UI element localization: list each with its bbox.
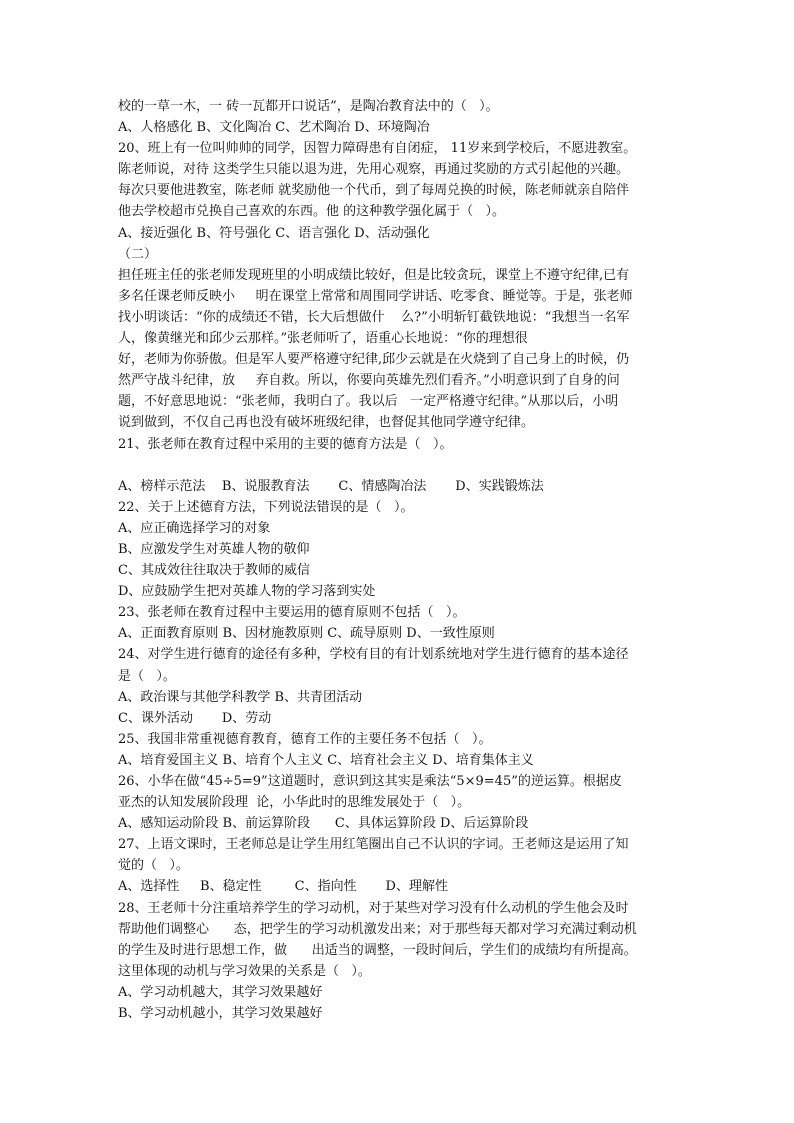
text-line: 帮助他们调整心 态，把学生的学习动机激发出来；对于那些每天都对学习充满过剩动机 [118,921,637,937]
text-line: 每次只要他进教室，陈老师 就奖励他一个代币，到了每周兑换的时候，陈老师就亲自陪伴 [118,183,630,199]
document-page [118,96,678,1024]
text-line: 然严守战斗纪律，放 弃自救。所以，你要向英雄先烈们看齐。”小明意识到了自身的问 [118,373,620,389]
text-line: A、感知运动阶段 B、前运算阶段 C、具体运算阶段 D、后运算阶段 [118,816,529,832]
text-line: C、课外活动 D、劳动 [118,710,272,726]
text-line: 说到做到，不仅自己再也没有破坏班级纪律，也督促其他同学遵守纪律。 [118,415,535,431]
text-line: A、政治课与其他学科教学 B、共青团活动 [118,689,363,705]
text-line: 26、小华在做“45÷5=9”这道题时，意识到这其实是乘法“5×9=45”的逆运算。根据皮 [118,774,622,789]
text-line: 他去学校超市兑换自己喜欢的东西。他 的这种教学强化属于（ ）。 [118,204,506,220]
text-line: 觉的（ ）。 [118,858,189,874]
text-line: 这里体现的动机与学习效果的关系是（ ）。 [118,963,371,979]
text-line: A、选择性 B、稳定性 C、指向性 D、理解性 [118,879,448,895]
text-line: C、其成效往往取决于教师的威信 [118,563,310,579]
text-line: 校的一草一木，一 砖一瓦都开口说话”，是陶冶教育法中的（ ）。 [118,99,499,114]
section-heading: （二） [118,246,158,262]
text-line: 题，不好意思地说：“张老师，我明白了。我以后 一定严格遵守纪律。”从那以后，小明 [118,394,619,410]
text-line: 24、对学生进行德育的途径有多种，学校有目的有计划系统地对学生进行德育的基本途径 [118,647,629,663]
text-line: 的学生及时进行思想工作，做 出适当的调整，一段时间后，学生们的成绩均有所提高。 [118,942,637,958]
text-line: A、正面教育原则 B、因材施教原则 C、疏导原则 D、一致性原则 [118,626,495,642]
text-line: 25、我国非常重视德育教育，德育工作的主要任务不包括（ ）。 [118,731,492,747]
text-line: 22、关于上述德育方法，下列说法错误的是（ ）。 [118,499,414,515]
text-line: A、人格感化 B、文化陶冶 C、艺术陶冶 D、环境陶冶 [118,120,430,136]
text-line: A、学习动机越大，其学习效果越好 [118,984,323,1000]
text-line: D、应鼓励学生把对英雄人物的学习落到实处 [118,584,376,600]
text-line: 好，老师为你骄傲。但是军人要严格遵守纪律,邱少云就是在火烧到了自己身上的时候，仍 [118,352,630,368]
text-line: 28、王老师十分注重培养学生的学习动机，对于某些对学习没有什么动机的学生他会及时 [118,900,629,916]
text-line: 陈老师说，对待 这类学生只能以退为进，先用心观察，再通过奖励的方式引起他的兴趣。 [118,162,630,178]
text-line: A、榜样示范法 B、说服教育法 C、情感陶冶法 D、实践锻炼法 [118,478,544,494]
text-line: 担任班主任的张老师发现班里的小明成绩比较好，但是比较贪玩，课堂上不遵守纪律,已有 [118,267,630,283]
text-line: 亚杰的认知发展阶段理 论，小华此时的思维发展处于（ ）。 [118,795,471,811]
text-line: A、接近强化 B、符号强化 C、语言强化 D、活动强化 [118,225,430,241]
text-line: B、学习动机越小，其学习效果越好 [118,1006,323,1022]
text-line: A、应正确选择学习的对象 [118,520,271,536]
text-line: 找小明谈话：“你的成绩还不错，长大后想做什 么?”小明斩钉截铁地说：“我想当一名军 [118,309,630,325]
text-line: 20、班上有一位叫帅帅的同学，因智力障碍患有自闭症， 11岁来到学校后，不愿进教室。 [118,141,637,157]
text-line: A、培育爱国主义 B、培育个人主义 C、培育社会主义 D、培育集体主义 [118,752,534,768]
blank-line [118,455,678,476]
text-line: 21、张老师在教育过程中采用的主要的德育方法是（ ）。 [118,436,453,452]
text-line: 27、上语文课时，王老师总是让学生用红笔圈出自己不认识的字词。王老师这是运用了知 [118,837,629,853]
text-line: B、应激发学生对英雄人物的敬仰 [118,541,310,557]
text-line: 23、张老师在教育过程中主要运用的德育原则不包括（ ）。 [118,605,466,621]
text-line: 是（ ）。 [118,668,176,684]
text-line: 人，像黄继光和邱少云那样。”张老师听了，语重心长地说：“你的理想很 [118,331,528,347]
text-line: 多名任课老师反映小 明在课堂上常常和周围同学讲话、吃零食、睡觉等。于是，张老师 [118,288,633,304]
